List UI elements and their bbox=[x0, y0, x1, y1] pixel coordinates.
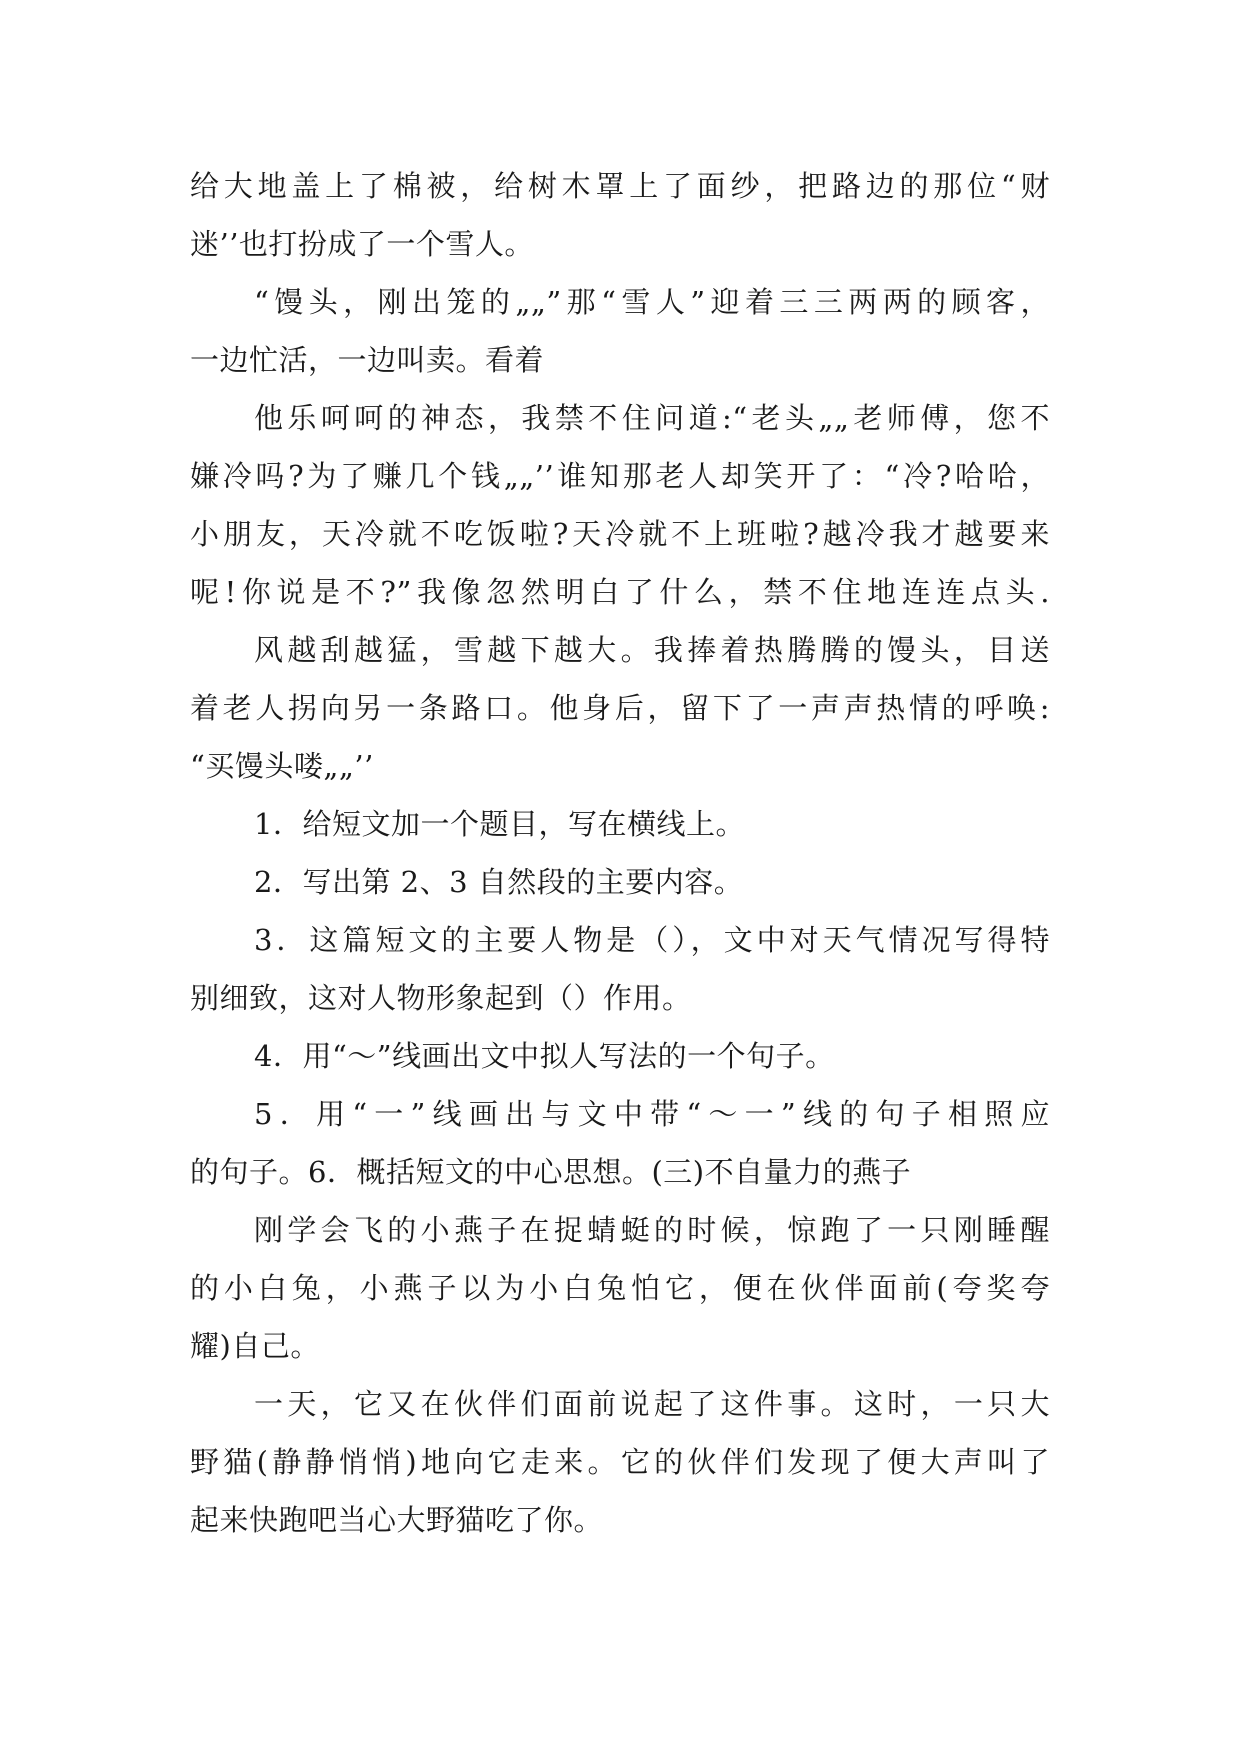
text-line-23: 野猫(静静悄悄)地向它走来。它的伙伴们发现了便大声叫了 bbox=[190, 1445, 1050, 1479]
question-2: 2．写出第 2、3 自然段的主要内容。 bbox=[254, 865, 744, 899]
question-3: 3．这篇短文的主要人物是（），文中对天气情况写得特 bbox=[254, 923, 1050, 957]
text-line-7: 小朋友，天冷就不吃饭啦?天冷就不上班啦?越冷我才越要来 bbox=[190, 517, 1050, 551]
text-line-19: 刚学会飞的小燕子在捉蜻蜓的时候，惊跑了一只刚睡醒 bbox=[254, 1213, 1050, 1247]
question-5: 5．用“一”线画出与文中带“～一”线的句子相照应 bbox=[254, 1097, 1050, 1131]
text-line-5: 他乐呵呵的神态，我禁不住问道:“老头„„老师傅，您不 bbox=[254, 401, 1050, 435]
text-line-24: 起来快跑吧当心大野猫吃了你。 bbox=[190, 1503, 604, 1537]
question-4: 4．用“～”线画出文中拟人写法的一个句子。 bbox=[254, 1039, 835, 1073]
text-line-9: 风越刮越猛，雪越下越大。我捧着热腾腾的馒头，目送 bbox=[254, 633, 1050, 667]
text-line-6: 嫌冷吗?为了赚几个钱„„’’谁知那老人却笑开了：“冷?哈哈， bbox=[190, 459, 1050, 493]
text-line-21: 耀)自己。 bbox=[190, 1329, 320, 1363]
text-line-11: “买馒头喽„„’’ bbox=[190, 749, 374, 783]
text-line-22: 一天，它又在伙伴们面前说起了这件事。这时，一只大 bbox=[254, 1387, 1050, 1421]
question-1: 1．给短文加一个题目，写在横线上。 bbox=[254, 807, 745, 841]
text-line-20: 的小白兔，小燕子以为小白兔怕它，便在伙伴面前(夸奖夸 bbox=[190, 1271, 1050, 1305]
text-line-8: 呢!你说是不?”我像忽然明白了什么，禁不住地连连点头. bbox=[190, 575, 1050, 609]
text-line-10: 着老人拐向另一条路口。他身后，留下了一声声热情的呼唤: bbox=[190, 691, 1050, 725]
question-3-cont: 别细致，这对人物形象起到（）作用。 bbox=[190, 981, 692, 1015]
text-line-4: 一边忙活，一边叫卖。看着 bbox=[190, 343, 545, 377]
text-line-2: 迷’’也打扮成了一个雪人。 bbox=[190, 227, 534, 261]
text-line-3: “馒头，刚出笼的„„”那“雪人”迎着三三两两的顾客， bbox=[254, 285, 1050, 319]
text-line-1: 给大地盖上了棉被，给树木罩上了面纱，把路边的那位“财 bbox=[190, 169, 1050, 203]
question-5-cont: 的句子。6．概括短文的中心思想。(三)不自量力的燕子 bbox=[190, 1155, 912, 1189]
